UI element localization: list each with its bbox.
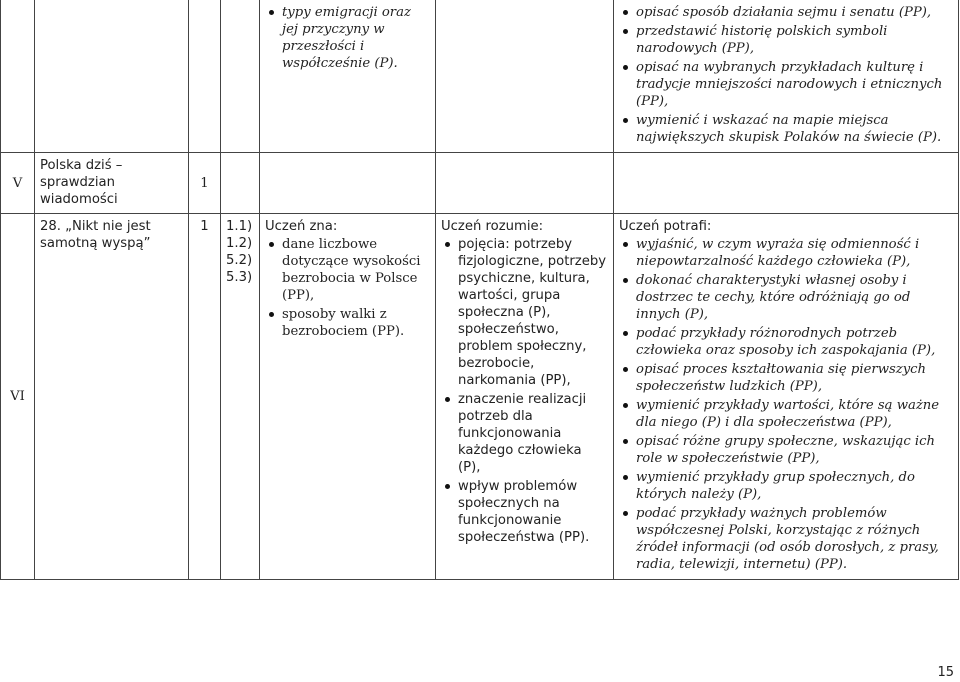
list-item: wymienić przykłady wartości, które są ważne dla niego (P) i dla społeczeństwa (PP), [636, 397, 953, 431]
understanding-cell [436, 214, 614, 580]
section-label-v: V [1, 153, 35, 214]
list-item: sposoby walki z bezrobociem (PP). [282, 306, 430, 340]
list-item: opisać sposób działania sejmu i senatu (PP), [636, 4, 953, 21]
knowledge-heading: Uczeń zna: [265, 219, 338, 234]
list-item: opisać na wybranych przykładach kulturę i tradycje mniejszości narodowych i etnicznych (PP), [636, 59, 953, 110]
understanding-heading: Uczeń rozumie: [441, 219, 544, 234]
knowledge-cell-empty [260, 153, 436, 214]
hours-review: 1 [189, 153, 221, 214]
section-label-vi: VI [1, 214, 35, 580]
lesson-row [1, 214, 959, 580]
list-item: pojęcia: potrzeby fizjologiczne, potrzeby psychiczne, kultura, wartości, grupa społeczna (P), społeczeństwo, problem społeczny, bezrobocie, narkomania (PP), [458, 237, 606, 388]
list-item: podać przykłady ważnych problemów współczesnej Polski, korzystając z różnych źródeł informacji (od osób dorosłych, z prasy, radia, telewizji, internetu) (PP). [636, 505, 953, 573]
knowledge-list [265, 236, 430, 340]
list-item: wyjaśnić, w czym wyraża się odmienność i niepowtarzalność każdego człowieka (P), [636, 236, 953, 270]
page-number: 15 [937, 665, 954, 680]
list-item: typy emigracji oraz jej przyczyny w przeszłości i współcześnie (P). [282, 4, 430, 72]
topic-cell-empty [35, 0, 189, 153]
list-item: podać przykłady różnorodnych potrzeb człowieka oraz sposoby ich zaspokajania (P), [636, 325, 953, 359]
list-item: wymienić i wskazać na mapie miejsca największych skupisk Polaków na świecie (P). [636, 112, 953, 146]
list-item: wymienić przykłady grup społecznych, do których należy (P), [636, 469, 953, 503]
knowledge-list [265, 4, 430, 72]
list-item: opisać proces kształtowania się pierwszych społeczeństw ludzkich (PP), [636, 361, 953, 395]
list-item: przedstawić historię polskich symboli narodowych (PP), [636, 23, 953, 57]
knowledge-cell [260, 0, 436, 153]
skills-list [619, 4, 953, 146]
skills-cell [614, 214, 959, 580]
reference-cell-empty [221, 0, 260, 153]
review-row [1, 153, 959, 214]
hours-island: 1 [189, 214, 221, 580]
understanding-cell-empty [436, 0, 614, 153]
list-item: opisać różne grupy społeczne, wskazując ich role w społeczeństwie (PP), [636, 433, 953, 467]
hours-cell-empty [189, 0, 221, 153]
skills-cell-empty [614, 153, 959, 214]
continuation-row [1, 0, 959, 153]
understanding-list [441, 236, 608, 546]
references-island: 1.1) 1.2) 5.2) 5.3) [221, 214, 260, 580]
topic-island: 28. „Nikt nie jest samotną wyspą” [35, 214, 189, 580]
list-item: znaczenie realizacji potrzeb dla funkcjonowania każdego człowieka (P), [458, 391, 608, 476]
skills-cell [614, 0, 959, 153]
skills-heading: Uczeń potrafi: [619, 219, 712, 234]
reference-cell-empty [221, 153, 260, 214]
skills-list [619, 236, 953, 573]
topic-review: Polska dziś – sprawdzian wiadomości [35, 153, 189, 214]
list-item: dane liczbowe dotyczące wysokości bezrobocia w Polsce (PP), [282, 236, 430, 304]
list-item: dokonać charakterystyki własnej osoby i dostrzec te cechy, które odróżniają go od innych (P), [636, 272, 953, 323]
knowledge-cell [260, 214, 436, 580]
section-cell-empty [1, 0, 35, 153]
list-item: wpływ problemów społecznych na funkcjonowanie społeczeństwa (PP). [458, 478, 608, 546]
understanding-cell-empty [436, 153, 614, 214]
